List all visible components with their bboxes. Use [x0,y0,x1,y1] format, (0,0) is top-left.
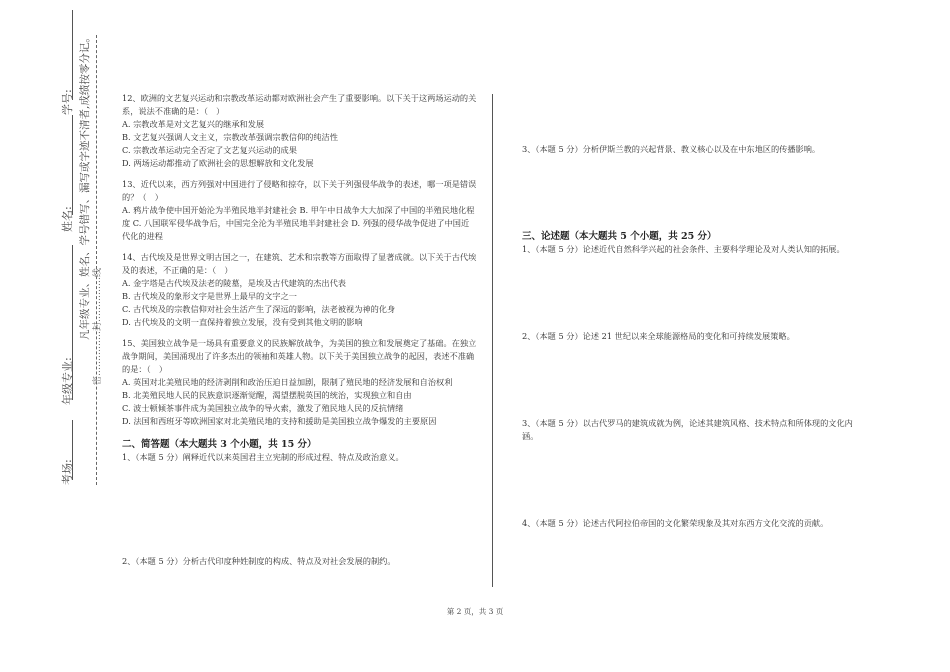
question-12-option-b: B. 文艺复兴强调人文主义，宗教改革强调宗教信仰的纯洁性 [122,132,338,142]
question-13-stem: 13、近代以来，西方列强对中国进行了侵略和掠夺，以下关于列强侵华战争的表述，哪一项是错误的？（ ） [122,179,477,202]
question-13-options: A. 鸦片战争使中国开始沦为半殖民地半封建社会 B. 甲午中日战争大大加深了中国的半殖民地化程度 C. 八国联军侵华战争后，中国完全沦为半殖民地半封建社会 D. 列强的侵华战争促进了中国近代化的进程 [122,205,475,241]
question-14-option-d: D. 古代埃及的文明一直保持着独立发展，没有受到其他文明的影响 [122,317,363,327]
exam-place-line [72,420,73,480]
short-answer-2: 2、（本题 5 分）分析古代印度种姓制度的构成、特点及对社会发展的制约。 [122,556,396,566]
essay-3: 3、（本题 5 分）以古代罗马的建筑成就为例，论述其建筑风格、技术特点和所体现的文化内涵。 [522,418,853,441]
question-12-option-c: C. 宗教改革运动完全否定了文艺复兴运动的成果 [122,145,297,155]
question-14-option-c: C. 古代埃及的宗教信仰对社会生活产生了深远的影响，法老被视为神的化身 [122,304,396,314]
question-14-option-a: A. 金字塔是古代埃及法老的陵墓，是埃及古代建筑的杰出代表 [122,278,346,288]
question-15-stem: 15、美国独立战争是一场具有重要意义的民族解放战争，为美国的独立和发展奠定了基础。在独立战争期间，美国涌现出了许多杰出的领袖和英雄人物。以下关于美国独立战争的起因，表述不准确的是：（ ） [122,338,477,374]
essay-4: 4、（本题 5 分）论述古代阿拉伯帝国的文化繁荣现象及其对东西方文化交流的贡献。 [522,518,829,528]
student-id-line [72,10,73,100]
exam-place-label: 考场: [61,459,74,485]
section-2-title: 二、简答题（本大题共 3 个小题，共 15 分） [122,439,317,450]
grade-major-label: 年级专业: [61,357,74,405]
question-15-option-b: B. 北美殖民地人民的民族意识逐渐觉醒，渴望摆脱英国的统治，实现独立和自由 [122,390,412,400]
question-14-stem: 14、古代埃及是世界文明古国之一，在建筑、艺术和宗教等方面取得了显著成就。以下关于古代埃及的表述，不正确的是：（ ） [122,252,477,275]
question-15-option-a: A. 英国对北美殖民地的经济剥削和政治压迫日益加剧，限制了殖民地的经济发展和自治权利 [122,377,453,387]
student-id-label: 学号: [61,89,74,115]
section-3-title: 三、论述题（本大题共 5 个小题，共 25 分） [522,231,717,242]
binding-margin [0,0,110,672]
grade-major-line [72,245,73,400]
name-line [72,115,73,215]
question-12-option-d: D. 两场运动都推动了欧洲社会的思想解放和文化发展 [122,158,314,168]
name-label: 姓名: [61,206,74,232]
question-15-option-d: D. 法国和西班牙等欧洲国家对北美殖民地的支持和援助是美国独立战争爆发的主要原因 [122,416,437,426]
seal-dashed-line [96,35,97,485]
notice-line-2: 密……………封……………线 [93,267,103,385]
essay-1: 1、（本题 5 分）论述近代自然科学兴起的社会条件、主要科学理论及对人类认知的拓展。 [522,244,845,254]
question-14-option-b: B. 古代埃及的象形文字是世界上最早的文字之一 [122,291,297,301]
short-answer-1: 1、（本题 5 分）阐释近代以来英国君主立宪制的形成过程、特点及政治意义。 [122,452,404,462]
question-12-stem: 12、欧洲的文艺复兴运动和宗教改革运动都对欧洲社会产生了重要影响。以下关于这两场运动的关系，说法不准确的是：（ ） [122,93,477,116]
question-12-option-a: A. 宗教改革是对文艺复兴的继承和发展 [122,119,265,129]
column-divider [492,94,493,587]
notice-line-1: 凡年级专业、姓名、学号错写、漏写或字迹不清者,成绩按零分记。 [79,32,91,340]
short-answer-3: 3、（本题 5 分）分析伊斯兰教的兴起背景、教义核心以及在中东地区的传播影响。 [522,144,821,154]
essay-2: 2、（本题 5 分）论述 21 世纪以来全球能源格局的变化和可持续发展策略。 [522,331,795,341]
question-15-option-c: C. 波士顿倾茶事件成为美国独立战争的导火索，激发了殖民地人民的反抗情绪 [122,403,404,413]
page-footer: 第 2 页，共 3 页 [446,607,504,616]
left-column [122,92,477,464]
